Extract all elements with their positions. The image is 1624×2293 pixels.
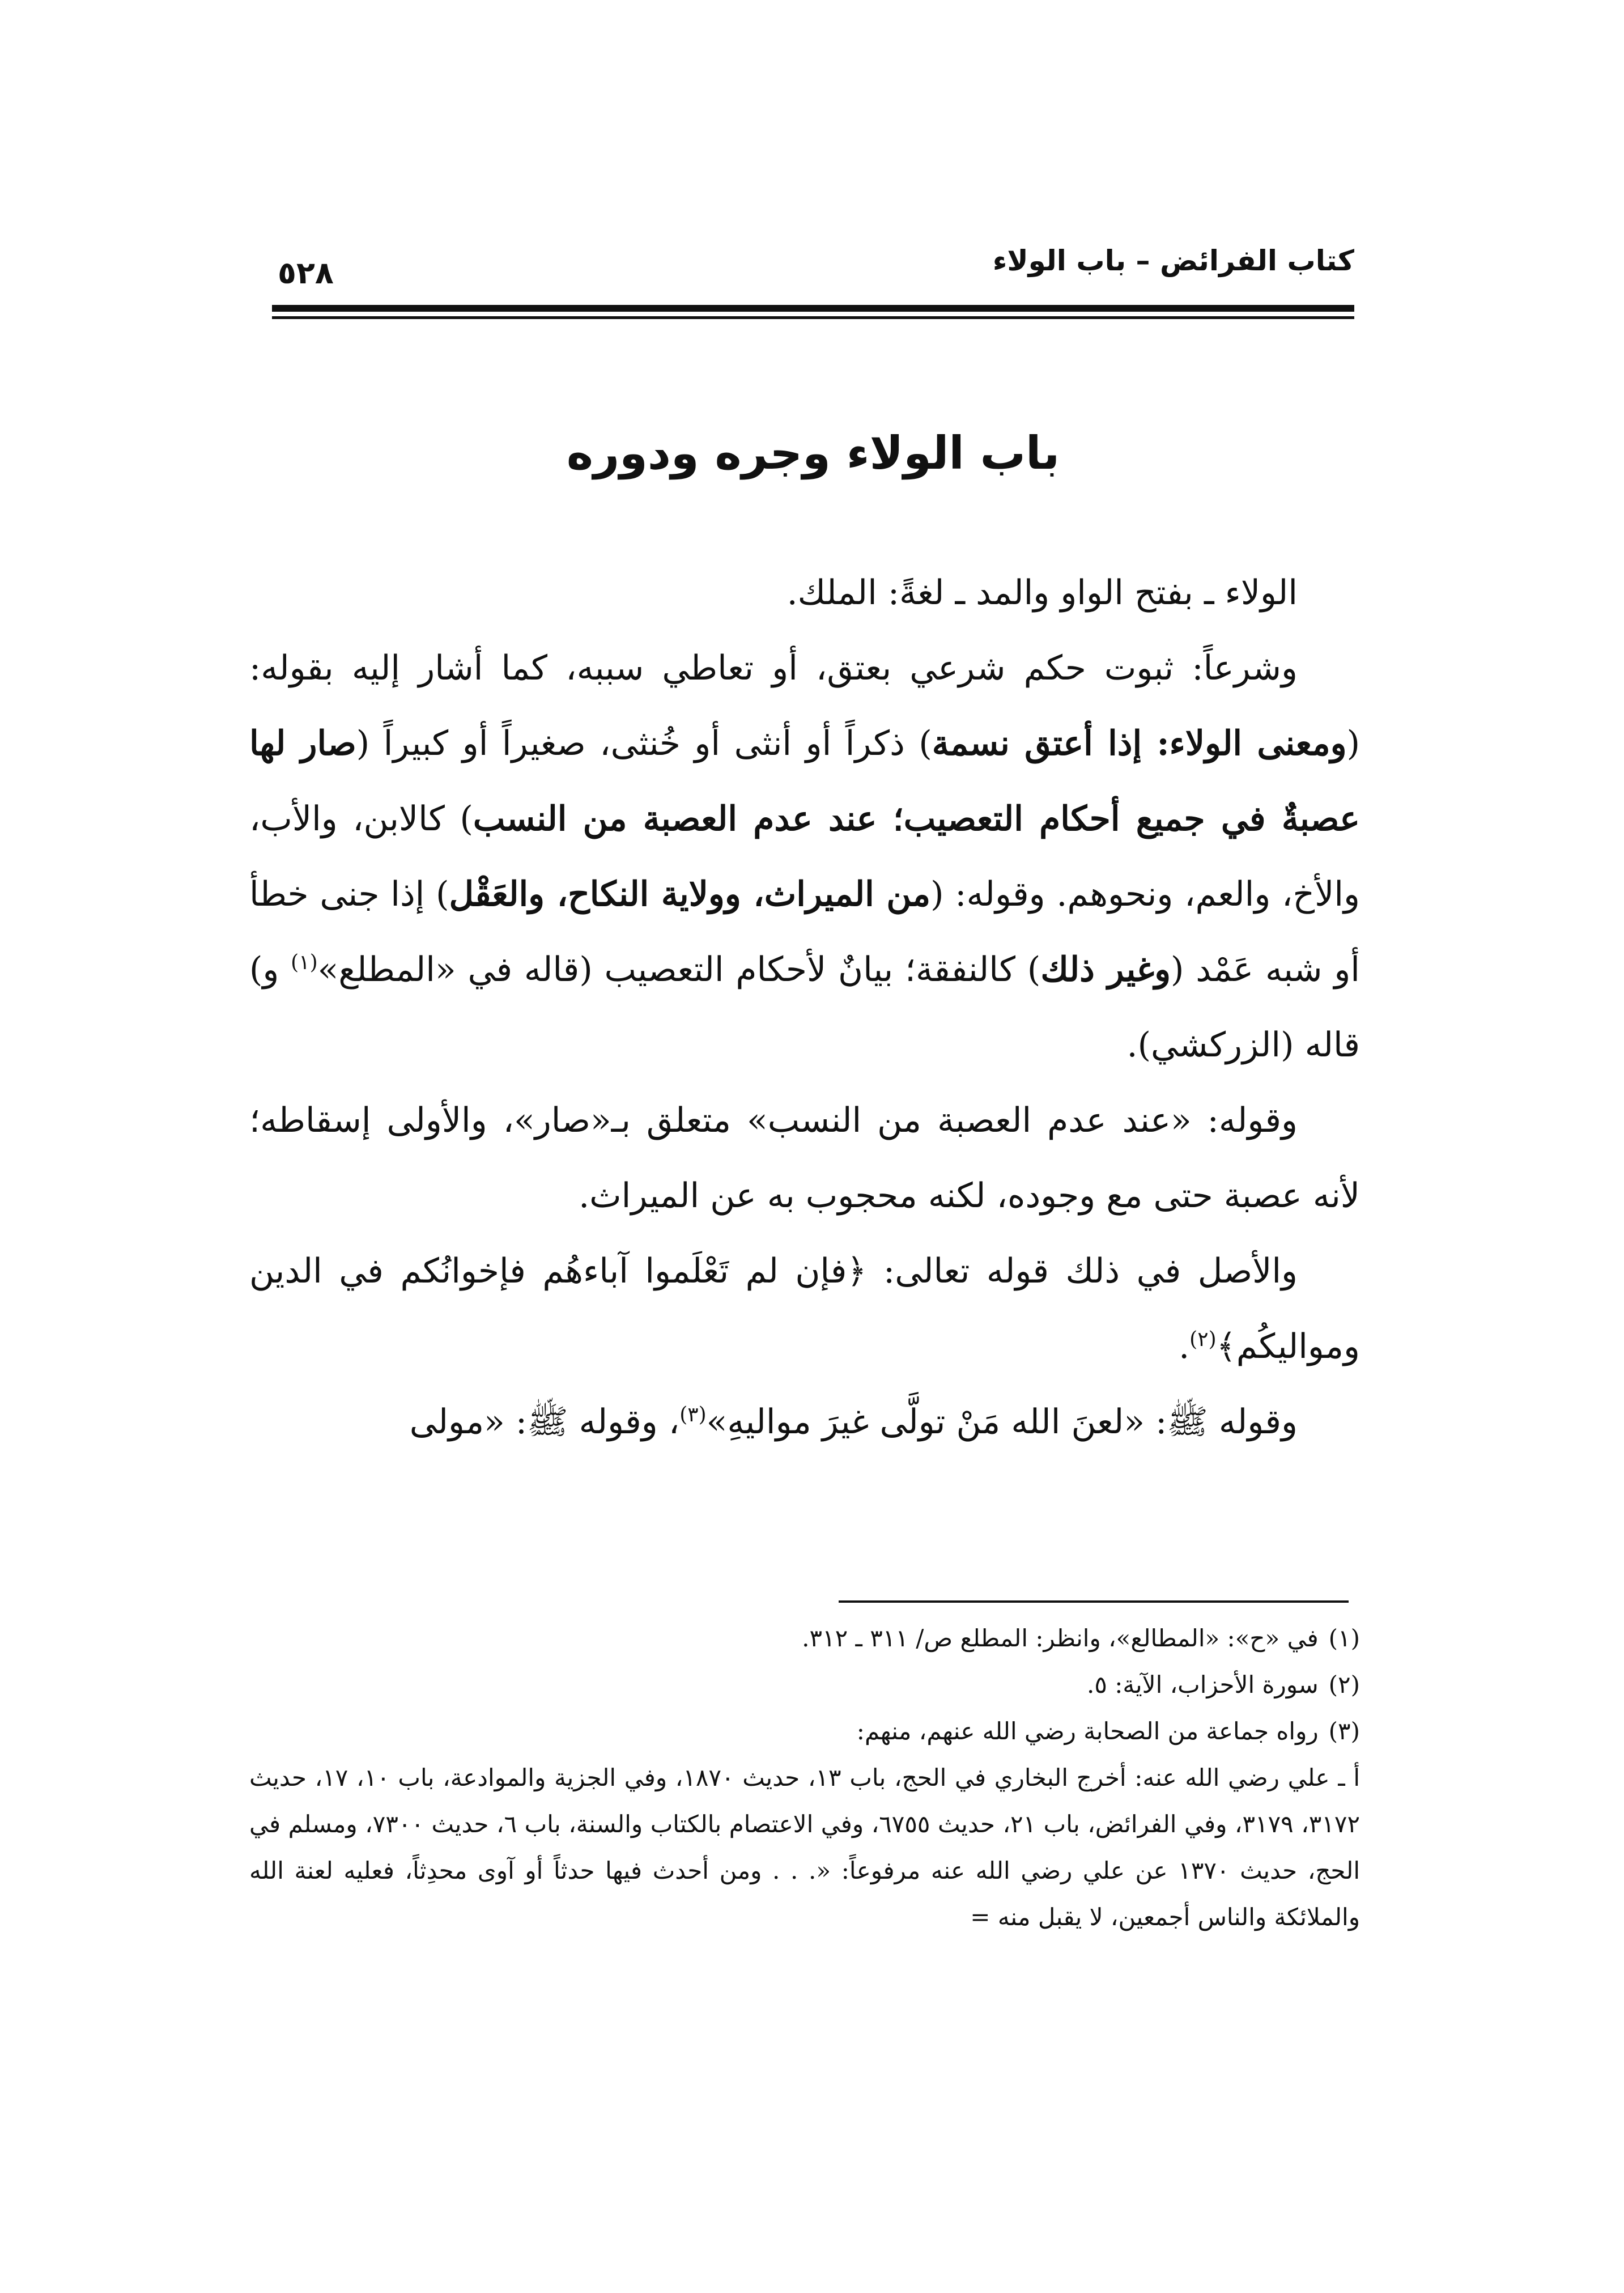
paragraph-evidence-hadith: وقوله ﷺ: «لعنَ الله مَنْ تولَّى غيرَ مواليهِ»$^{(٣)}$، وقوله ﷺ: «مولى: [409, 1402, 1298, 1442]
footnote-3: (٣)رواه جماعة من الصحابة رضي الله عنهم، منهم:: [856, 1717, 1360, 1745]
footnote-ref-3: (٣): [679, 1403, 707, 1426]
paragraph-comment: وقوله: «عند عدم العصبة من النسب» متعلق بـ«صار»، والأولى إسقاطه؛ لأنه عصبة حتى مع وجوده، لكنه محجوب به عن الميراث.: [249, 1101, 1360, 1216]
running-title: كتاب الفرائض – باب الولاء: [992, 244, 1354, 277]
footnotes: [249, 1615, 1360, 1940]
matn-text: من الميراث، وولاية النكاح، والعَقْل: [449, 874, 931, 914]
main-text: [249, 555, 1360, 1460]
matn-text: ومعنى الولاء: إذا أعتق نسمة: [932, 724, 1347, 763]
footnote-3-item-a: أ ـ علي رضي الله عنه: أخرج البخاري في الحج، باب ١٣، حديث ١٨٧٠، وفي الجزية والموادعة، باب ١٠، ١٧، حديث ٣١٧٢، ٣١٧٩، وفي الفرائض، باب ٢١، حديث ٦٧٥٥، وفي الاعتصام بالكتاب والسنة، باب ٦، حديث ٧٣٠٠، ومسلم في الحج، حديث ١٣٧٠ عن علي رضي الله عنه مرفوعاً: «. . . ومن أحدث فيها حدثاً أو آوى محدِثاً، فعليه لعنة الله والملائكة والناس أجمعين، لا يقبل منه =: [249, 1764, 1361, 1931]
footnote-1: (١)في «ح»: «المطالع»، وانظر: المطلع ص/ ٣١١ ـ ٣١٢.: [802, 1624, 1360, 1652]
paragraph-definition-lang: الولاء ـ بفتح الواو والمد ـ لغةً: الملك.: [787, 573, 1298, 613]
paragraph-evidence-quran: والأصل في ذلك قوله تعالى: ﴿فإن لم تَعْلَموا آباءهُم فإخوانُكم في الدين ومواليكُم﴾$^{(٢)}$.: [249, 1251, 1360, 1366]
page-number: ٥٢٨: [278, 255, 334, 291]
header-rule-thick: [272, 305, 1354, 312]
footnote-ref-1: (١): [291, 951, 318, 974]
matn-text: وغير ذلك: [1040, 950, 1171, 990]
chapter-title: باب الولاء وجره ودوره: [566, 427, 1060, 479]
paragraph-definition-sharia: وشرعاً: ثبوت حكم شرعي بعتق، أو تعاطي سببه، كما أشار إليه بقوله: (ومعنى الولاء: إذا أعتق نسمة) ذكراً أو أنثى أو خُنثى، صغيراً أو كبيراً (صار لها عصبةٌ في جميع أحكام التعصيب؛ عند عدم العصبة من النسب) كالابن، والأب، والأخ، والعم، ونحوهم. وقوله: (من الميراث، وولاية النكاح، والعَقْل) إذا جنى خطأ أو شبه عَمْد (وغير ذلك) كالنفقة؛ بيانٌ لأحكام التعصيب (قاله في «المطلع»$^{(١)}$ و) قاله (الزركشي).: [249, 648, 1361, 1065]
footnote-separator: [839, 1600, 1349, 1603]
page-header: [272, 238, 1354, 340]
matn-text: صار لها عصبةٌ في جميع أحكام التعصيب؛ عند عدم العصبة من النسب: [249, 724, 1360, 839]
header-rule-thin: [272, 316, 1354, 319]
footnote-ref-2: (٢): [1189, 1328, 1217, 1351]
footnote-2: (٢)سورة الأحزاب، الآية: ٥.: [1087, 1671, 1360, 1698]
